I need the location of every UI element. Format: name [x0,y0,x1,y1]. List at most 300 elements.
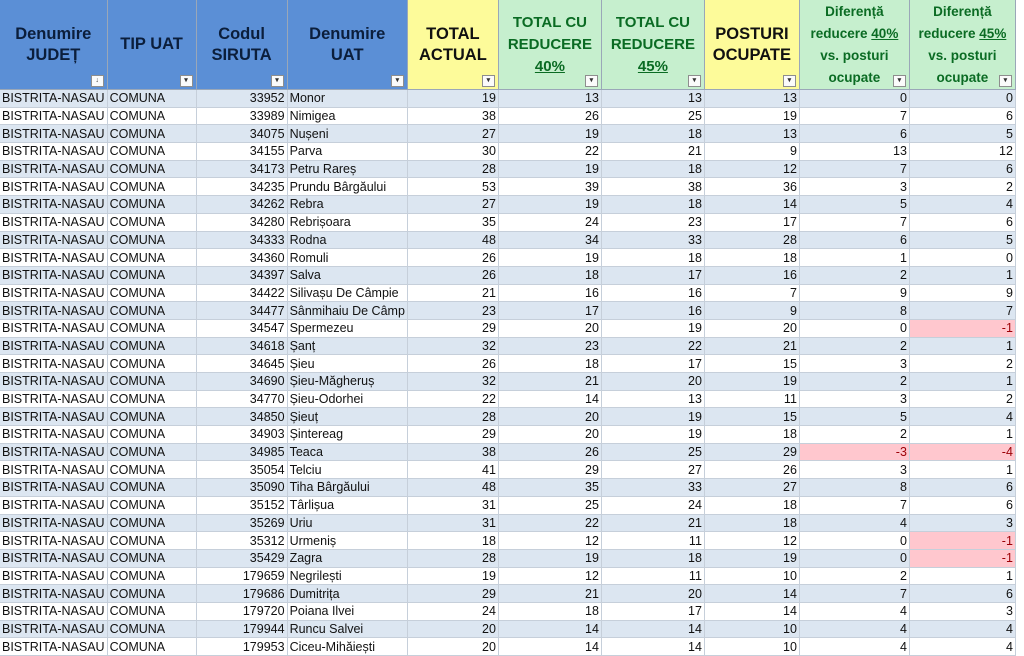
cell-total-reduced-45[interactable]: 33 [601,231,704,249]
cell-total-actual[interactable]: 38 [407,443,498,461]
cell-uat-type[interactable]: COMUNA [107,549,196,567]
cell-total-actual[interactable]: 29 [407,426,498,444]
cell-county[interactable]: BISTRITA-NASAU [0,284,107,302]
cell-uat-type[interactable]: COMUNA [107,107,196,125]
cell-siruta-code[interactable]: 34903 [196,426,287,444]
cell-total-reduced-40[interactable]: 17 [498,302,601,320]
cell-uat-type[interactable]: COMUNA [107,213,196,231]
cell-total-reduced-45[interactable]: 14 [601,638,704,656]
cell-occupied-posts[interactable]: 12 [704,160,799,178]
cell-diff-40[interactable]: 7 [799,213,909,231]
filter-dropdown-icon[interactable]: ▾ [999,75,1012,87]
cell-diff-45[interactable]: -1 [909,319,1015,337]
cell-uat-type[interactable]: COMUNA [107,284,196,302]
cell-diff-40[interactable]: 7 [799,496,909,514]
cell-occupied-posts[interactable]: 14 [704,585,799,603]
cell-county[interactable]: BISTRITA-NASAU [0,549,107,567]
cell-uat-type[interactable]: COMUNA [107,390,196,408]
cell-diff-45[interactable]: 3 [909,514,1015,532]
cell-diff-40[interactable]: 4 [799,638,909,656]
cell-diff-40[interactable]: 0 [799,532,909,550]
cell-total-actual[interactable]: 48 [407,231,498,249]
cell-total-reduced-40[interactable]: 14 [498,620,601,638]
cell-diff-45[interactable]: 9 [909,284,1015,302]
cell-diff-45[interactable]: 7 [909,302,1015,320]
cell-total-reduced-40[interactable]: 18 [498,602,601,620]
cell-uat-name[interactable]: Nimigea [287,107,407,125]
cell-occupied-posts[interactable]: 9 [704,143,799,161]
cell-total-actual[interactable]: 32 [407,373,498,391]
cell-county[interactable]: BISTRITA-NASAU [0,355,107,373]
cell-diff-40[interactable]: 0 [799,319,909,337]
filter-dropdown-icon[interactable]: ▾ [893,75,906,87]
cell-diff-40[interactable]: 4 [799,620,909,638]
cell-total-reduced-40[interactable]: 18 [498,355,601,373]
cell-total-reduced-40[interactable]: 19 [498,249,601,267]
cell-county[interactable]: BISTRITA-NASAU [0,602,107,620]
cell-occupied-posts[interactable]: 21 [704,337,799,355]
cell-occupied-posts[interactable]: 9 [704,302,799,320]
cell-total-reduced-40[interactable]: 18 [498,266,601,284]
cell-total-actual[interactable]: 27 [407,196,498,214]
cell-diff-45[interactable]: 1 [909,567,1015,585]
cell-county[interactable]: BISTRITA-NASAU [0,443,107,461]
cell-county[interactable]: BISTRITA-NASAU [0,390,107,408]
cell-siruta-code[interactable]: 34333 [196,231,287,249]
cell-total-reduced-40[interactable]: 26 [498,107,601,125]
cell-uat-name[interactable]: Negrilești [287,567,407,585]
cell-total-reduced-40[interactable]: 14 [498,390,601,408]
cell-total-reduced-45[interactable]: 16 [601,284,704,302]
cell-total-actual[interactable]: 29 [407,585,498,603]
cell-total-reduced-40[interactable]: 21 [498,373,601,391]
cell-siruta-code[interactable]: 34547 [196,319,287,337]
filter-dropdown-icon[interactable]: ▾ [688,75,701,87]
filter-dropdown-icon[interactable]: ↓ [91,75,104,87]
cell-total-actual[interactable]: 30 [407,143,498,161]
cell-total-reduced-45[interactable]: 21 [601,514,704,532]
cell-total-reduced-45[interactable]: 19 [601,408,704,426]
cell-diff-40[interactable]: 0 [799,549,909,567]
cell-county[interactable]: BISTRITA-NASAU [0,373,107,391]
cell-siruta-code[interactable]: 35429 [196,549,287,567]
cell-diff-45[interactable]: 0 [909,90,1015,108]
cell-diff-40[interactable]: 2 [799,373,909,391]
cell-diff-40[interactable]: -3 [799,443,909,461]
cell-uat-type[interactable]: COMUNA [107,638,196,656]
cell-uat-type[interactable]: COMUNA [107,90,196,108]
cell-total-actual[interactable]: 18 [407,532,498,550]
cell-county[interactable]: BISTRITA-NASAU [0,196,107,214]
cell-uat-name[interactable]: Prundu Bârgăului [287,178,407,196]
cell-siruta-code[interactable]: 34690 [196,373,287,391]
cell-total-reduced-40[interactable]: 19 [498,549,601,567]
cell-total-reduced-40[interactable]: 21 [498,585,601,603]
cell-county[interactable]: BISTRITA-NASAU [0,143,107,161]
cell-uat-type[interactable]: COMUNA [107,231,196,249]
cell-occupied-posts[interactable]: 19 [704,107,799,125]
cell-total-reduced-45[interactable]: 20 [601,373,704,391]
cell-uat-type[interactable]: COMUNA [107,426,196,444]
cell-total-reduced-45[interactable]: 19 [601,426,704,444]
cell-uat-name[interactable]: Sânmihaiu De Câmp [287,302,407,320]
cell-occupied-posts[interactable]: 27 [704,479,799,497]
cell-diff-40[interactable]: 4 [799,514,909,532]
cell-occupied-posts[interactable]: 7 [704,284,799,302]
cell-total-actual[interactable]: 32 [407,337,498,355]
cell-total-reduced-45[interactable]: 22 [601,337,704,355]
cell-county[interactable]: BISTRITA-NASAU [0,213,107,231]
cell-uat-name[interactable]: Parva [287,143,407,161]
cell-uat-type[interactable]: COMUNA [107,373,196,391]
cell-total-reduced-45[interactable]: 23 [601,213,704,231]
cell-total-reduced-45[interactable]: 16 [601,302,704,320]
cell-occupied-posts[interactable]: 18 [704,496,799,514]
cell-uat-name[interactable]: Zagra [287,549,407,567]
cell-siruta-code[interactable]: 35054 [196,461,287,479]
cell-total-actual[interactable]: 22 [407,390,498,408]
cell-diff-45[interactable]: 6 [909,585,1015,603]
cell-diff-45[interactable]: 4 [909,638,1015,656]
cell-diff-40[interactable]: 7 [799,107,909,125]
cell-siruta-code[interactable]: 34770 [196,390,287,408]
cell-occupied-posts[interactable]: 10 [704,638,799,656]
cell-total-reduced-45[interactable]: 17 [601,266,704,284]
cell-total-reduced-40[interactable]: 13 [498,90,601,108]
cell-uat-name[interactable]: Rodna [287,231,407,249]
cell-uat-name[interactable]: Petru Rareș [287,160,407,178]
cell-uat-name[interactable]: Rebrișoara [287,213,407,231]
cell-county[interactable]: BISTRITA-NASAU [0,302,107,320]
cell-total-actual[interactable]: 41 [407,461,498,479]
cell-uat-type[interactable]: COMUNA [107,514,196,532]
cell-total-reduced-45[interactable]: 18 [601,549,704,567]
cell-diff-45[interactable]: -1 [909,532,1015,550]
cell-total-reduced-40[interactable]: 12 [498,532,601,550]
cell-total-reduced-45[interactable]: 17 [601,602,704,620]
cell-total-reduced-45[interactable]: 21 [601,143,704,161]
cell-uat-name[interactable]: Șieu-Măgheruș [287,373,407,391]
cell-total-reduced-40[interactable]: 22 [498,143,601,161]
cell-siruta-code[interactable]: 35269 [196,514,287,532]
cell-uat-name[interactable]: Telciu [287,461,407,479]
filter-dropdown-icon[interactable]: ▾ [585,75,598,87]
cell-occupied-posts[interactable]: 19 [704,373,799,391]
cell-total-reduced-45[interactable]: 25 [601,443,704,461]
cell-uat-type[interactable]: COMUNA [107,461,196,479]
cell-total-actual[interactable]: 35 [407,213,498,231]
cell-diff-45[interactable]: 12 [909,143,1015,161]
cell-uat-name[interactable]: Nușeni [287,125,407,143]
cell-total-actual[interactable]: 23 [407,302,498,320]
cell-uat-name[interactable]: Teaca [287,443,407,461]
cell-occupied-posts[interactable]: 16 [704,266,799,284]
cell-uat-name[interactable]: Uriu [287,514,407,532]
cell-siruta-code[interactable]: 34262 [196,196,287,214]
cell-total-actual[interactable]: 28 [407,160,498,178]
cell-total-reduced-40[interactable]: 16 [498,284,601,302]
cell-total-actual[interactable]: 20 [407,638,498,656]
cell-siruta-code[interactable]: 179953 [196,638,287,656]
cell-county[interactable]: BISTRITA-NASAU [0,479,107,497]
cell-total-reduced-40[interactable]: 20 [498,319,601,337]
cell-diff-45[interactable]: 2 [909,355,1015,373]
cell-diff-45[interactable]: 5 [909,125,1015,143]
cell-uat-type[interactable]: COMUNA [107,337,196,355]
cell-county[interactable]: BISTRITA-NASAU [0,514,107,532]
cell-total-actual[interactable]: 31 [407,496,498,514]
cell-uat-name[interactable]: Șieu-Odorhei [287,390,407,408]
cell-siruta-code[interactable]: 34850 [196,408,287,426]
cell-county[interactable]: BISTRITA-NASAU [0,567,107,585]
cell-uat-type[interactable]: COMUNA [107,178,196,196]
cell-total-reduced-40[interactable]: 34 [498,231,601,249]
cell-occupied-posts[interactable]: 19 [704,549,799,567]
cell-diff-40[interactable]: 3 [799,178,909,196]
cell-uat-name[interactable]: Rebra [287,196,407,214]
cell-uat-name[interactable]: Salva [287,266,407,284]
cell-occupied-posts[interactable]: 17 [704,213,799,231]
cell-uat-name[interactable]: Poiana Ilvei [287,602,407,620]
cell-uat-type[interactable]: COMUNA [107,266,196,284]
cell-county[interactable]: BISTRITA-NASAU [0,408,107,426]
cell-diff-45[interactable]: 1 [909,461,1015,479]
cell-siruta-code[interactable]: 33989 [196,107,287,125]
cell-diff-45[interactable]: 6 [909,479,1015,497]
cell-county[interactable]: BISTRITA-NASAU [0,319,107,337]
cell-county[interactable]: BISTRITA-NASAU [0,585,107,603]
cell-occupied-posts[interactable]: 14 [704,602,799,620]
filter-dropdown-icon[interactable]: ▾ [482,75,495,87]
cell-diff-40[interactable]: 8 [799,302,909,320]
cell-diff-45[interactable]: 6 [909,107,1015,125]
cell-diff-45[interactable]: 6 [909,160,1015,178]
cell-uat-name[interactable]: Monor [287,90,407,108]
cell-uat-name[interactable]: Spermezeu [287,319,407,337]
cell-siruta-code[interactable]: 34235 [196,178,287,196]
cell-siruta-code[interactable]: 34280 [196,213,287,231]
cell-uat-type[interactable]: COMUNA [107,319,196,337]
cell-occupied-posts[interactable]: 13 [704,90,799,108]
cell-diff-45[interactable]: 4 [909,196,1015,214]
cell-diff-40[interactable]: 7 [799,585,909,603]
cell-total-reduced-40[interactable]: 23 [498,337,601,355]
cell-diff-40[interactable]: 2 [799,266,909,284]
cell-diff-45[interactable]: 1 [909,426,1015,444]
cell-siruta-code[interactable]: 34618 [196,337,287,355]
cell-siruta-code[interactable]: 34155 [196,143,287,161]
cell-total-reduced-40[interactable]: 19 [498,196,601,214]
cell-total-actual[interactable]: 28 [407,549,498,567]
cell-siruta-code[interactable]: 179686 [196,585,287,603]
cell-uat-type[interactable]: COMUNA [107,125,196,143]
cell-occupied-posts[interactable]: 15 [704,355,799,373]
cell-uat-type[interactable]: COMUNA [107,302,196,320]
cell-county[interactable]: BISTRITA-NASAU [0,231,107,249]
filter-dropdown-icon[interactable]: ▾ [391,75,404,87]
cell-total-reduced-45[interactable]: 25 [601,107,704,125]
cell-total-reduced-40[interactable]: 25 [498,496,601,514]
cell-total-reduced-40[interactable]: 14 [498,638,601,656]
cell-uat-type[interactable]: COMUNA [107,143,196,161]
cell-siruta-code[interactable]: 35152 [196,496,287,514]
filter-dropdown-icon[interactable]: ▾ [271,75,284,87]
cell-diff-45[interactable]: -1 [909,549,1015,567]
cell-occupied-posts[interactable]: 14 [704,196,799,214]
cell-county[interactable]: BISTRITA-NASAU [0,426,107,444]
cell-occupied-posts[interactable]: 36 [704,178,799,196]
cell-siruta-code[interactable]: 34985 [196,443,287,461]
cell-total-reduced-40[interactable]: 19 [498,160,601,178]
cell-total-reduced-45[interactable]: 33 [601,479,704,497]
cell-occupied-posts[interactable]: 13 [704,125,799,143]
cell-total-actual[interactable]: 26 [407,355,498,373]
cell-uat-name[interactable]: Șanț [287,337,407,355]
cell-occupied-posts[interactable]: 10 [704,620,799,638]
cell-county[interactable]: BISTRITA-NASAU [0,160,107,178]
cell-county[interactable]: BISTRITA-NASAU [0,532,107,550]
cell-diff-40[interactable]: 5 [799,196,909,214]
cell-occupied-posts[interactable]: 26 [704,461,799,479]
cell-diff-40[interactable]: 13 [799,143,909,161]
cell-total-actual[interactable]: 19 [407,567,498,585]
cell-total-reduced-45[interactable]: 18 [601,249,704,267]
cell-diff-45[interactable]: 6 [909,496,1015,514]
cell-siruta-code[interactable]: 34477 [196,302,287,320]
cell-total-actual[interactable]: 19 [407,90,498,108]
filter-dropdown-icon[interactable]: ▾ [783,75,796,87]
cell-county[interactable]: BISTRITA-NASAU [0,178,107,196]
cell-uat-type[interactable]: COMUNA [107,196,196,214]
cell-occupied-posts[interactable]: 12 [704,532,799,550]
cell-total-reduced-45[interactable]: 11 [601,532,704,550]
cell-siruta-code[interactable]: 179944 [196,620,287,638]
cell-diff-45[interactable]: 3 [909,602,1015,620]
cell-county[interactable]: BISTRITA-NASAU [0,90,107,108]
cell-diff-45[interactable]: 0 [909,249,1015,267]
cell-total-reduced-45[interactable]: 14 [601,620,704,638]
cell-uat-name[interactable]: Dumitrița [287,585,407,603]
cell-total-actual[interactable]: 24 [407,602,498,620]
cell-diff-40[interactable]: 6 [799,125,909,143]
cell-occupied-posts[interactable]: 29 [704,443,799,461]
cell-diff-40[interactable]: 4 [799,602,909,620]
cell-county[interactable]: BISTRITA-NASAU [0,125,107,143]
cell-uat-type[interactable]: COMUNA [107,479,196,497]
cell-diff-45[interactable]: 6 [909,213,1015,231]
cell-diff-45[interactable]: 4 [909,408,1015,426]
cell-uat-type[interactable]: COMUNA [107,249,196,267]
cell-siruta-code[interactable]: 34360 [196,249,287,267]
cell-total-reduced-45[interactable]: 17 [601,355,704,373]
cell-total-reduced-45[interactable]: 18 [601,125,704,143]
filter-dropdown-icon[interactable]: ▾ [180,75,193,87]
cell-total-reduced-45[interactable]: 24 [601,496,704,514]
cell-total-reduced-45[interactable]: 13 [601,390,704,408]
cell-uat-type[interactable]: COMUNA [107,160,196,178]
cell-total-reduced-45[interactable]: 18 [601,160,704,178]
cell-county[interactable]: BISTRITA-NASAU [0,620,107,638]
cell-uat-name[interactable]: Romuli [287,249,407,267]
cell-uat-name[interactable]: Târlișua [287,496,407,514]
cell-occupied-posts[interactable]: 10 [704,567,799,585]
cell-total-reduced-40[interactable]: 19 [498,125,601,143]
cell-diff-45[interactable]: 5 [909,231,1015,249]
cell-diff-40[interactable]: 7 [799,160,909,178]
cell-uat-name[interactable]: Runcu Salvei [287,620,407,638]
cell-total-reduced-45[interactable]: 20 [601,585,704,603]
cell-uat-type[interactable]: COMUNA [107,567,196,585]
cell-total-actual[interactable]: 20 [407,620,498,638]
cell-uat-type[interactable]: COMUNA [107,355,196,373]
cell-uat-type[interactable]: COMUNA [107,585,196,603]
cell-total-actual[interactable]: 26 [407,266,498,284]
cell-total-actual[interactable]: 48 [407,479,498,497]
cell-diff-40[interactable]: 2 [799,567,909,585]
cell-uat-type[interactable]: COMUNA [107,408,196,426]
cell-siruta-code[interactable]: 34173 [196,160,287,178]
cell-uat-type[interactable]: COMUNA [107,443,196,461]
cell-total-reduced-40[interactable]: 22 [498,514,601,532]
cell-uat-name[interactable]: Șieuț [287,408,407,426]
cell-total-actual[interactable]: 27 [407,125,498,143]
cell-siruta-code[interactable]: 34075 [196,125,287,143]
cell-diff-40[interactable]: 3 [799,461,909,479]
cell-diff-40[interactable]: 3 [799,355,909,373]
cell-total-reduced-40[interactable]: 29 [498,461,601,479]
cell-diff-45[interactable]: 2 [909,390,1015,408]
cell-county[interactable]: BISTRITA-NASAU [0,461,107,479]
cell-total-actual[interactable]: 31 [407,514,498,532]
cell-total-reduced-40[interactable]: 20 [498,426,601,444]
cell-occupied-posts[interactable]: 18 [704,514,799,532]
cell-county[interactable]: BISTRITA-NASAU [0,266,107,284]
cell-total-reduced-45[interactable]: 18 [601,196,704,214]
cell-occupied-posts[interactable]: 20 [704,319,799,337]
cell-diff-40[interactable]: 0 [799,90,909,108]
cell-siruta-code[interactable]: 179659 [196,567,287,585]
cell-total-reduced-45[interactable]: 38 [601,178,704,196]
cell-total-actual[interactable]: 28 [407,408,498,426]
cell-uat-name[interactable]: Șieu [287,355,407,373]
cell-diff-40[interactable]: 2 [799,426,909,444]
cell-uat-type[interactable]: COMUNA [107,532,196,550]
cell-uat-name[interactable]: Urmeniș [287,532,407,550]
cell-siruta-code[interactable]: 35312 [196,532,287,550]
cell-total-actual[interactable]: 29 [407,319,498,337]
cell-diff-45[interactable]: 1 [909,373,1015,391]
cell-county[interactable]: BISTRITA-NASAU [0,107,107,125]
cell-diff-40[interactable]: 9 [799,284,909,302]
cell-diff-40[interactable]: 6 [799,231,909,249]
cell-diff-40[interactable]: 1 [799,249,909,267]
cell-diff-40[interactable]: 8 [799,479,909,497]
cell-siruta-code[interactable]: 34397 [196,266,287,284]
cell-total-actual[interactable]: 26 [407,249,498,267]
cell-county[interactable]: BISTRITA-NASAU [0,638,107,656]
cell-total-reduced-40[interactable]: 39 [498,178,601,196]
cell-total-reduced-45[interactable]: 19 [601,319,704,337]
cell-uat-name[interactable]: Ciceu-Mihăiești [287,638,407,656]
cell-uat-type[interactable]: COMUNA [107,620,196,638]
cell-siruta-code[interactable]: 35090 [196,479,287,497]
cell-total-reduced-45[interactable]: 11 [601,567,704,585]
cell-total-actual[interactable]: 38 [407,107,498,125]
cell-siruta-code[interactable]: 34645 [196,355,287,373]
cell-siruta-code[interactable]: 179720 [196,602,287,620]
cell-uat-name[interactable]: Șintereag [287,426,407,444]
cell-diff-40[interactable]: 5 [799,408,909,426]
